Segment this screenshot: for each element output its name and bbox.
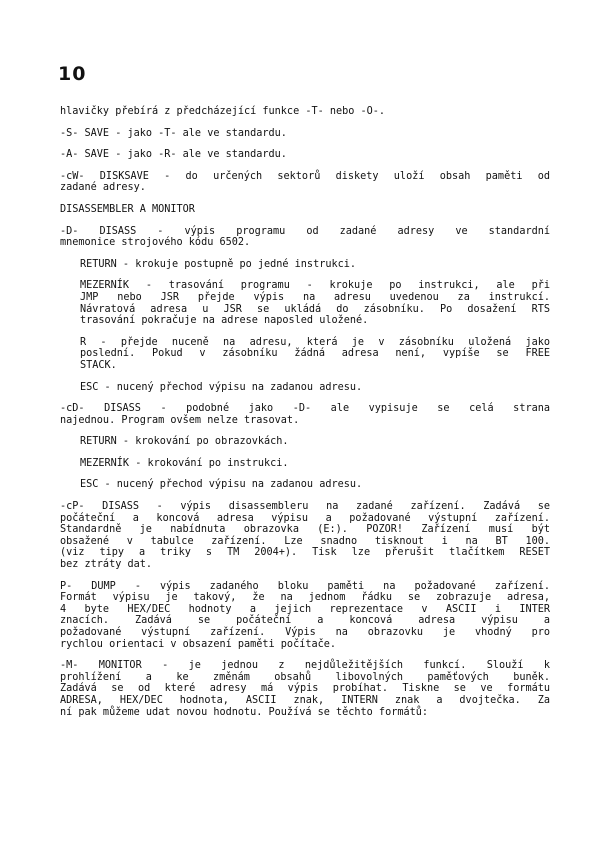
paragraph [80, 259, 550, 271]
paragraph [80, 280, 550, 326]
paragraph [60, 171, 550, 194]
text-line: -A- SAVE - jako -R- ale ve standardu. [60, 149, 287, 161]
text-line: ní pak můžeme udat novou hodnotu. Používá se těchto formátů: [60, 706, 429, 718]
page-number: 10 [58, 63, 87, 85]
paragraph [80, 382, 550, 394]
text-line: MEZERNÍK - krokování po instrukci. [80, 457, 289, 469]
text-line: ADRESA, HEX/DEC hodnota, ASCII znak, INTERN znak a dvojtečka. Za [60, 694, 550, 706]
text-line: mnemonice strojového kódu 6502. [60, 237, 251, 249]
text-line: zadané adresy. [60, 182, 146, 194]
paragraph [60, 204, 550, 216]
paragraph [60, 501, 550, 571]
text-line: (viz tipy a triky s TM 2004+). Tisk lze přerušit tlačítkem RESET [60, 547, 550, 559]
text-line: -M- MONITOR - je jednou z nejdůležitějších funkcí. Slouží k [60, 660, 550, 672]
paragraph [60, 106, 550, 118]
paragraph [60, 149, 550, 161]
text-line: počáteční a koncová adresa výpisu a požadované výstupní zařízení. [60, 512, 550, 524]
text-line: P- DUMP - výpis zadaného bloku paměti na požadované zařízení. [60, 580, 550, 592]
text-line: -S- SAVE - jako -T- ale ve standardu. [60, 127, 287, 139]
text-line: trasování pokračuje na adrese naposled uložené. [80, 315, 369, 327]
text-line: ESC - nucený přechod výpisu na zadanou adresu. [80, 381, 363, 393]
text-line: prohlížení a ke změnám obsahů libovolných paměťových buněk. [60, 671, 550, 683]
text-line: -cW- DISKSAVE - do určených sektorů diskety uloží obsah paměti od [60, 170, 550, 182]
text-line: -cP- DISASS - výpis disassembleru na zadané zařízení. Zadává se [60, 501, 550, 513]
paragraph [60, 403, 550, 426]
paragraph [60, 128, 550, 140]
text-line: Zadává se od které adresy má výpis probíhat. Tiskne se ve formátu [60, 683, 550, 695]
paragraph [80, 337, 550, 372]
paragraph [80, 479, 550, 491]
text-line: poslední. Pokud v zásobníku žádná adresa není, vypíše se FREE [80, 348, 550, 360]
text-line: požadované výstupní zařízení. Výpis na obrazovku je vhodný pro [60, 627, 550, 638]
text-line: obsažené v tabulce zařízení. Lze snadno tisknout i na BT 100. [60, 535, 550, 547]
text-line: -D- DISASS - výpis programu od zadané adresy ve standardní [60, 225, 550, 237]
text-line: RETURN - krokuje postupně po jedné instrukci. [80, 258, 357, 270]
paragraph [60, 581, 550, 651]
text-line: bez ztráty dat. [60, 559, 153, 571]
text-line: ESC - nucený přechod výpisu na zadanou adresu. [80, 479, 363, 491]
paragraph [80, 436, 550, 448]
text-line: Návratová adresa u JSR se ukládá do zásobníku. Po dosažení RTS [80, 303, 550, 315]
text-line: hlavičky přebírá z předcházející funkce -T- nebo -O-. [60, 106, 386, 117]
text-line: Standardně je nabídnuta obrazovka (E:). POZOR! Zařízení musí být [60, 524, 550, 536]
text-line: DISASSEMBLER A MONITOR [60, 203, 195, 215]
paragraph [80, 458, 550, 470]
text-line: rychlou orientaci v obsazení paměti počítače. [60, 638, 337, 650]
text-line: JMP nebo JSR přejde výpis na adresu uvedenou za instrukcí. [80, 291, 550, 303]
text-line: MEZERNÍK - trasování programu - krokuje po instrukci, ale při [80, 280, 550, 292]
text-line: STACK. [80, 359, 117, 371]
text-line: RETURN - krokování po obrazovkách. [80, 436, 289, 448]
text-line: 4 byte HEX/DEC hodnoty a jejich reprezentace v ASCII i INTER [60, 603, 550, 615]
text-line: R - přejde nuceně na adresu, která je v zásobníku uložená jako [80, 336, 550, 348]
text-line: najednou. Program ovšem nelze trasovat. [60, 414, 300, 426]
paragraph [60, 660, 550, 718]
text-line: -cD- DISASS - podobné jako -D- ale vypisuje se celá strana [60, 403, 550, 415]
body-text [60, 106, 550, 728]
text-line: znacích. Zadává se počáteční a koncová adresa výpisu a [60, 615, 550, 627]
paragraph [60, 226, 550, 249]
text-line: Formát výpisu je takový, že na jednom řádku se zobrazuje adresa, [60, 592, 550, 604]
